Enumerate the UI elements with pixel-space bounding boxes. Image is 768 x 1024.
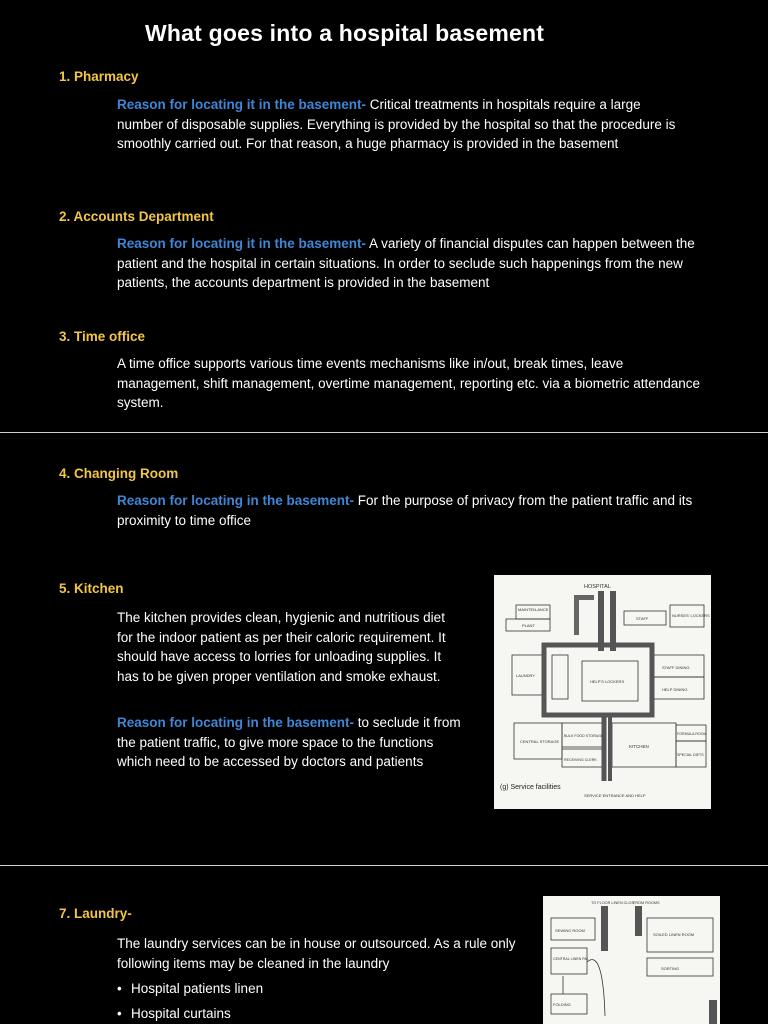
room-maintenance: MAINTEN-ANCE	[518, 607, 549, 612]
time-office-paragraph: A time office supports various time events mechanisms like in/out, break times, leave management, shift management, overtime management, reporting etc. via a biometric attendance system.	[117, 356, 701, 410]
changing-room-reason-label: Reason for locating in the basement-	[117, 493, 355, 508]
heading-kitchen: 5. Kitchen	[59, 581, 124, 596]
room-central-linen: CENTRAL LINEN RM.	[553, 957, 589, 961]
accounts-paragraph	[117, 234, 717, 293]
laundry-layout-diagram	[543, 896, 720, 1024]
list-item	[117, 1006, 231, 1021]
slide-3	[0, 866, 768, 1024]
slide-1	[0, 0, 768, 432]
room-bulk-food: BULK FOOD STORAGE	[564, 734, 604, 738]
pharmacy-reason-text: Critical treatments in hospitals require a large number of disposable supplies. Everything is provided by the hospital so that the procedure is smoothly carried out. For that reason, a huge pharmacy is provided in the basement	[117, 97, 676, 151]
bullet-text: Hospital patients linen	[131, 981, 264, 996]
room-nurses-lockers: NURSES' LOCKERS	[672, 613, 710, 618]
kitchen-reason-text: to seclude it from the patient traffic, to give more space to the functions which need to be accessed by doctors and patients	[117, 715, 461, 769]
room-help-dining: HELP DINING	[662, 687, 688, 692]
room-folding: FOLDING	[553, 1002, 571, 1007]
heading-time-office: 3. Time office	[59, 329, 146, 344]
kitchen-paragraph: The kitchen provides clean, hygienic and nutritious diet for the indoor patient as per their caloric requirement. It should have access to lorries for unloading supplies. It has to be given proper ventilation and smoke exhaust.	[117, 610, 446, 684]
room-staff: STAFF	[636, 616, 649, 621]
room-receiving-clerk: RECEIVING CLERK	[564, 758, 597, 762]
room-laundry: LAUNDRY	[516, 673, 536, 678]
laundry-paragraph: The laundry services can be in house or outsourced. As a rule only following items may be cleaned in the laundry	[117, 936, 516, 971]
diagram-caption: (g) Service facilities	[500, 784, 561, 791]
room-kitchen: KITCHEN	[629, 744, 649, 749]
changing-room-reason-text: For the purpose of privacy from the patient traffic and its proximity to time office	[117, 493, 693, 528]
accounts-reason-label: Reason for locating it in the basement-	[117, 236, 367, 251]
page-title: What goes into a hospital basement	[145, 20, 545, 46]
kitchen-reason-label: Reason for locating in the basement-	[117, 715, 355, 730]
room-staff-dining: STAFF DINING	[662, 665, 690, 670]
bullet-text: Hospital curtains	[131, 1006, 231, 1021]
heading-laundry: 7. Laundry-	[59, 906, 132, 921]
room-plant: PLANT	[522, 623, 535, 628]
pharmacy-reason-label: Reason for locating it in the basement-	[117, 97, 367, 112]
bullet-icon: •	[117, 981, 122, 996]
room-sorting: SORTING	[661, 966, 680, 971]
heading-changing-room: 4. Changing Room	[59, 466, 179, 481]
slide-2	[0, 433, 768, 865]
pharmacy-paragraph	[117, 95, 687, 154]
room-helps-lockers: HELP'S LOCKERS	[590, 679, 625, 684]
accounts-reason-text: A variety of financial disputes can happen between the patient and the hospital in certain situations. In order to seclude such happenings from the new patients, the accounts department is provided in the basement	[117, 236, 695, 290]
room-soiled-linen: SOILED LINEN ROOM	[653, 932, 695, 937]
diagram-bottom-label: SERVICE ENTRANCE AND HELP	[584, 793, 646, 798]
laundry-label-to-floor: TO FLOOR LINEN CLOS.	[591, 901, 636, 905]
laundry-label-from-rooms: FROM ROOMS	[633, 901, 660, 905]
bullet-icon: •	[117, 1006, 122, 1021]
kitchen-reason-paragraph	[117, 713, 462, 772]
diagram-top-label: HOSPITAL	[584, 584, 611, 590]
list-item	[117, 981, 263, 996]
room-formula: FORMULA ROOM	[677, 732, 707, 736]
room-sewing: SEWING ROOM	[555, 928, 585, 933]
service-facilities-diagram	[494, 575, 711, 809]
changing-room-paragraph	[117, 491, 707, 530]
room-special-diets: SPECIAL DIETS	[677, 753, 704, 757]
heading-pharmacy: 1. Pharmacy	[59, 69, 139, 84]
room-central-storage: CENTRAL STORAGE	[520, 739, 560, 744]
heading-accounts: 2. Accounts Department	[59, 209, 214, 224]
